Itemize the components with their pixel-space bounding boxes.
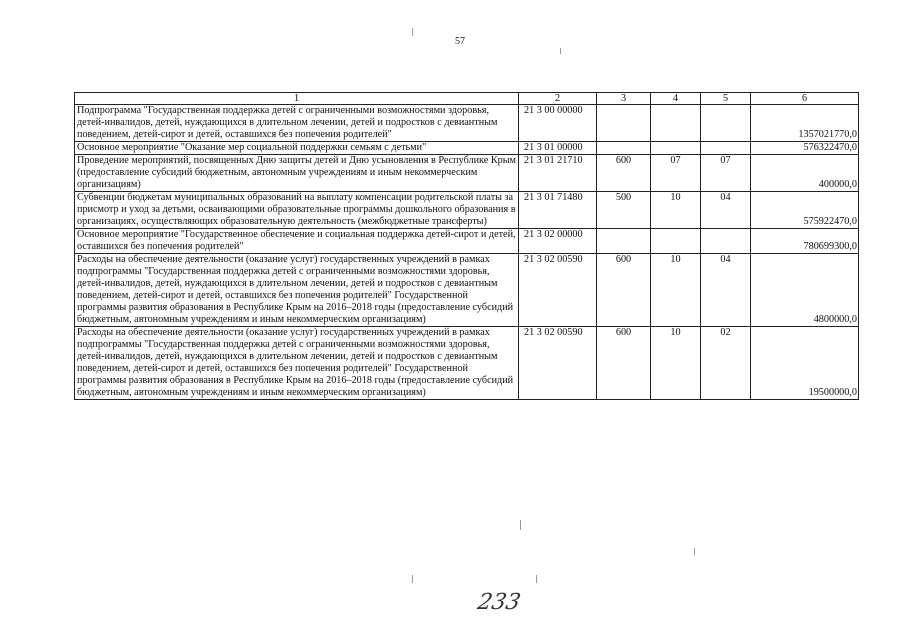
row-col4 (651, 142, 701, 155)
page-number: 57 (455, 36, 465, 47)
row-col3 (597, 105, 651, 142)
row-code: 21 3 02 00590 (519, 327, 597, 400)
budget-table (74, 92, 859, 400)
row-code: 21 3 02 00590 (519, 254, 597, 327)
scan-speck (536, 575, 537, 583)
row-code: 21 3 00 00000 (519, 105, 597, 142)
row-code: 21 3 01 21710 (519, 155, 597, 192)
scan-speck (694, 548, 695, 555)
header-row (75, 93, 859, 105)
row-col4 (651, 105, 701, 142)
row-description: Субвенции бюджетам муниципальных образований на выплату компенсации родительской платы за присмотр и уход за детьми, осваивающими образовательные программы дошкольного образования в организациях, осуществляющих образовательную деятельность (межбюджетные трансферты) (75, 192, 519, 229)
scan-speck (412, 28, 413, 36)
row-description: Расходы на обеспечение деятельности (оказание услуг) государственных учреждений в рамках подпрограммы "Государственная поддержка детей с ограниченными возможностями здоровья, детей-инвалидов, детей, нуждающихся в длительном лечении, детей и подростков с девиантным поведением, детей-сирот и детей, оставшихся без попечения родителей" Государственной программы развития образования в Республике Крым на 2016–2018 годы (предоставление субсидий бюджетным, автономным учреждениям и иным некоммерческим организациям) (75, 327, 519, 400)
row-amount: 576322470,0 (751, 142, 859, 155)
header-cell: 3 (597, 93, 651, 105)
row-code: 21 3 02 00000 (519, 229, 597, 254)
row-description: Проведение мероприятий, посвященных Дню защиты детей и Дню усыновления в Республике Крым (предоставление субсидий бюджетным, автономным учреждениям и иным некоммерческим организациям) (75, 155, 519, 192)
scan-speck (520, 520, 521, 530)
row-col5: 04 (701, 192, 751, 229)
header-cell: 1 (75, 93, 519, 105)
row-code: 21 3 01 71480 (519, 192, 597, 229)
header-cell: 4 (651, 93, 701, 105)
row-col5 (701, 229, 751, 254)
row-col5: 07 (701, 155, 751, 192)
row-col5 (701, 105, 751, 142)
row-col3 (597, 229, 651, 254)
header-cell: 2 (519, 93, 597, 105)
row-amount: 780699300,0 (751, 229, 859, 254)
row-code: 21 3 01 00000 (519, 142, 597, 155)
table-row (75, 142, 859, 155)
table-row (75, 192, 859, 229)
row-col5: 04 (701, 254, 751, 327)
row-amount: 400000,0 (751, 155, 859, 192)
row-col3 (597, 142, 651, 155)
row-col4: 07 (651, 155, 701, 192)
row-col3: 600 (597, 155, 651, 192)
row-col4 (651, 229, 701, 254)
row-amount: 1357021770,0 (751, 105, 859, 142)
row-col5 (701, 142, 751, 155)
row-description: Подпрограмма "Государственная поддержка детей с ограниченными возможностями здоровья, детей-инвалидов, детей, нуждающихся в длительном лечении, детей и подростков с девиантным поведением, детей-сирот и детей, оставшихся без попечения родителей" (75, 105, 519, 142)
row-amount: 4800000,0 (751, 254, 859, 327)
table-row (75, 155, 859, 192)
table-row (75, 229, 859, 254)
row-col3: 500 (597, 192, 651, 229)
row-col4: 10 (651, 254, 701, 327)
row-col3: 600 (597, 327, 651, 400)
table-row (75, 327, 859, 400)
scan-speck (412, 575, 413, 583)
table-row (75, 254, 859, 327)
scan-speck (560, 48, 561, 54)
row-col4: 10 (651, 192, 701, 229)
row-col5: 02 (701, 327, 751, 400)
header-cell: 6 (751, 93, 859, 105)
row-amount: 19500000,0 (751, 327, 859, 400)
table-row (75, 105, 859, 142)
row-col3: 600 (597, 254, 651, 327)
header-cell: 5 (701, 93, 751, 105)
handwritten-page-number: 233 (475, 590, 523, 615)
row-col4: 10 (651, 327, 701, 400)
row-description: Основное мероприятие "Оказание мер социальной поддержки семьям с детьми" (75, 142, 519, 155)
row-description: Расходы на обеспечение деятельности (оказание услуг) государственных учреждений в рамках подпрограммы "Государственная поддержка детей с ограниченными возможностями здоровья, детей-инвалидов, детей, нуждающихся в длительном лечении, детей и подростков с девиантным поведением, детей-сирот и детей, оставшихся без попечения родителей" Государственной программы развития образования в Республике Крым на 2016–2018 годы (предоставление субсидий бюджетным, автономным учреждениям и иным некоммерческим организациям) (75, 254, 519, 327)
row-amount: 575922470,0 (751, 192, 859, 229)
row-description: Основное мероприятие "Государственное обеспечение и социальная поддержка детей-сирот и детей, оставшихся без попечения родителей" (75, 229, 519, 254)
